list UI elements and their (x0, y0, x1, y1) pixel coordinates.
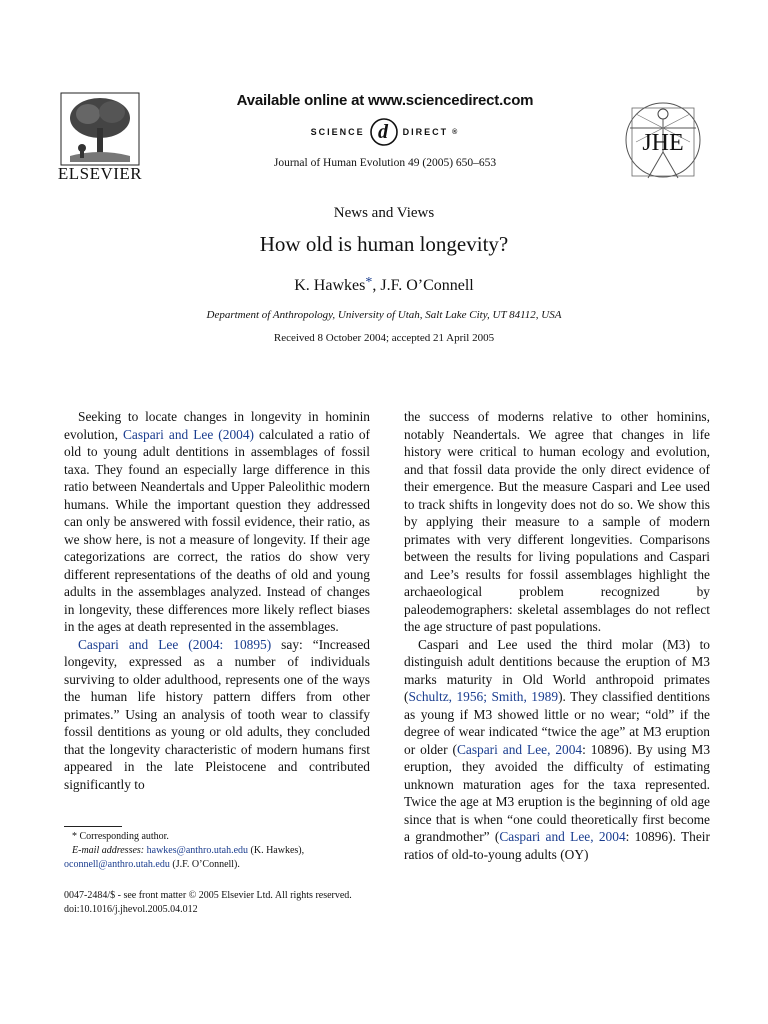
author-separator: , (372, 277, 381, 294)
citation-link[interactable]: Schultz, 1956; Smith, 1989 (408, 689, 559, 704)
citation-link[interactable]: Caspari and Lee (2004) (122, 426, 255, 442)
paragraph-text: calculated a ratio of old to young adult dentitions in assemblages of fossil taxa. They found an especially large difference in this ratio between Neandertals and Upper Paleolithic modern humans. While the important question they addressed can only be answered with fossil evidence, their ratio, as we show here, is not a measure of longevity. If their age categorizations are correct, the ratios do show very different representations of the deaths of old and young adults in the assemblages analyzed. Instead of changes in longevity, these differences more likely reflect biases in the ages at death represented in the assemblages. (64, 426, 370, 634)
citation-link[interactable]: Caspari and Lee, 2004 (499, 829, 626, 844)
author-line (0, 275, 768, 295)
journal-logo (624, 100, 702, 182)
email-label: E-mail addresses: (72, 845, 147, 856)
footnote-rule (64, 826, 122, 827)
paragraph (404, 636, 710, 864)
jhe-logo-text: JHE (642, 130, 684, 156)
received-accepted-dates: Received 8 October 2004; accepted 21 April 2005 (273, 332, 495, 344)
paragraph-text: Caspari and Lee used the third molar (M3) to distinguish adult dentitions because the eruption of M3 marks maturity in Old World anthropoid primates ( (404, 636, 710, 704)
body-column-right (404, 408, 710, 863)
email-line (64, 858, 374, 872)
available-online-text: Available online at www.sciencedirect.com (236, 92, 534, 109)
elsevier-logo (54, 92, 146, 184)
copyright-line: 0047-2484/$ - see front matter © 2005 Elsevier Ltd. All rights reserved. (64, 890, 352, 901)
article-title: How old is human longevity? (259, 232, 509, 256)
section-label: News and Views (333, 205, 435, 221)
sd-at-icon (369, 117, 399, 147)
email-line (64, 844, 374, 858)
paragraph-text: Seeking to locate changes in longevity in hominin evolution, (64, 409, 370, 442)
sd-left-text: SCIENCE (310, 127, 365, 137)
body-column-left (64, 408, 370, 793)
email-note: (J.F. O’Connell). (169, 859, 240, 870)
paragraph-text: ). They classified dentitions as young if M3 showed little or no wear; “old” if the degree of wear indicated “twice the age” at M3 eruption or older ( (404, 689, 710, 757)
citation-link[interactable]: Caspari and Lee, 2004 (456, 741, 583, 757)
paragraph: the success of moderns relative to other hominins, notably Neandertals. We agree that changes in life history were critical to human ecology and evolution, and that fossil data provide the only direct evidence of their emergence. But the measure Caspari and Lee used to track shifts in longevity does not do so. We show this by applying their measure to a sample of modern primates with very different longevities. Comparisons between the results for living populations and Caspari and Lee’s results for fossil assemblages highlight the archaeological problem recognized by paleodemographers: skeletal assemblages do not reflect the age structure of past populations. (404, 409, 710, 634)
sd-registered-mark: ® (452, 128, 460, 136)
corresponding-author-link[interactable]: * (365, 275, 373, 290)
sd-right-text: DIRECT (402, 127, 449, 137)
email-link[interactable]: oconnell@anthro.utah.edu (64, 859, 170, 870)
journal-citation: Journal of Human Evolution 49 (2005) 650–653 (273, 157, 497, 169)
doi-line: doi:10.1016/j.jhevol.2005.04.012 (64, 904, 198, 915)
author-name: J.F. O’Connell (380, 277, 474, 294)
email-link[interactable]: hawkes@anthro.utah.edu (146, 845, 249, 856)
citation-link[interactable]: Caspari and Lee (2004: 10895) (78, 636, 272, 652)
elsevier-tree-icon (60, 92, 140, 166)
paragraph (64, 408, 370, 636)
copyright-block (64, 889, 464, 917)
svg-text:d: d (377, 121, 390, 143)
vitruvian-man-icon (624, 100, 702, 182)
paragraph-text: say: “Increased longevity, expressed as a number of individuals surviving to older adulthood, represents one of the ways the human life history pattern differs from other primates.” Using an analysis of tooth wear to classify fossil dentitions as young or old adults, they concluded that the longevity characteristic of modern humans first appeared in the late Pleistocene and contributed significantly to (64, 636, 370, 792)
author-name: K. Hawkes (294, 277, 366, 294)
affiliation: Department of Anthropology, University of Utah, Salt Lake City, UT 84112, USA (206, 309, 562, 321)
sciencedirect-banner (230, 92, 540, 169)
paragraph-text: : 10896). Their ratios of old-to-young adults (OY) (404, 829, 710, 862)
email-note: (K. Hawkes), (248, 845, 305, 856)
paragraph (64, 636, 370, 794)
publisher-name: ELSEVIER (57, 164, 143, 183)
paragraph-text: : 10896). By using M3 eruption, they avoided the difficulty of estimating unknown maturation ages for the taxa represented. Twice the age at M3 eruption is the beginning of old age since that is when “one could theoretically first become a grandmother” ( (404, 741, 711, 844)
corresponding-author-note: * Corresponding author. (72, 831, 169, 842)
sciencedirect-logo (230, 117, 540, 147)
footnote (64, 830, 374, 872)
